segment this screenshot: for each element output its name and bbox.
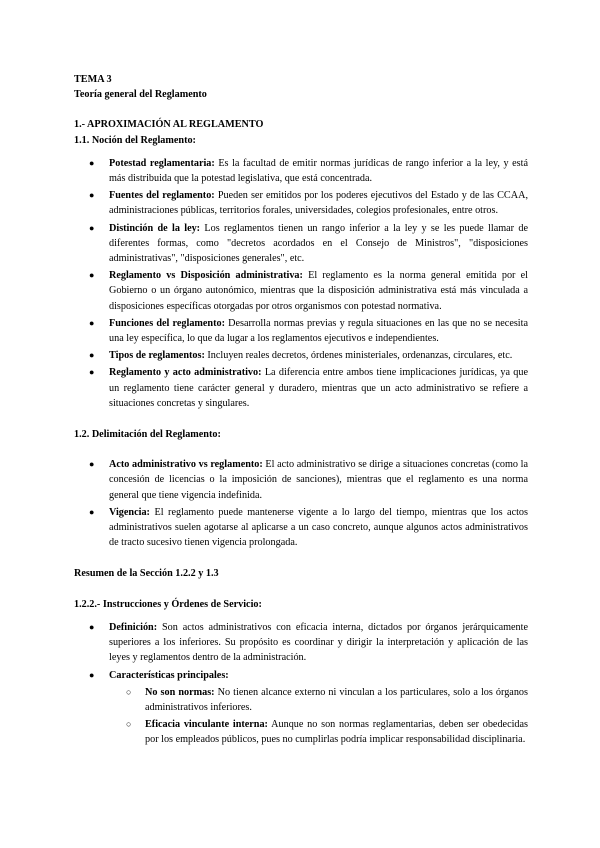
list-item: [74, 221, 528, 267]
notion-list: [74, 156, 528, 411]
item-text: Pueden ser emitidos por los poderes ejecutivos del Estado y de las CCAA, administraciones públicas, territorios forales, universidades, colegios profesionales, entre otros.: [109, 190, 528, 217]
item-text: Desarrolla normas previas y regula situaciones en las que no se necesita una ley específica, lo que da lugar a los reglamentos ejecutivos e independientes.: [109, 317, 528, 345]
bullet-icon: ●: [89, 270, 95, 281]
bullet-icon: ●: [89, 367, 95, 378]
sublist-item: [109, 685, 528, 715]
features-sublist: [109, 685, 528, 748]
list-item: [74, 268, 528, 314]
item-term: Definición:: [109, 621, 158, 633]
item-text: Aunque no son normas reglamentarias, deben ser obedecidas por los empleados públicos, pues no cumplirlas podría implicar responsabilidad disciplinaria.: [145, 719, 528, 746]
subsection-heading-1-2-2: 1.2.2.- Instrucciones y Órdenes de Servicio:: [74, 598, 262, 610]
instructions-list: [74, 620, 528, 748]
item-text: Incluyen reales decretos, órdenes ministeriales, ordenanzas, circulares, etc.: [204, 350, 513, 362]
item-text: Es la facultad de emitir normas jurídicas de rango inferior a la ley, y está más distribuida que la potestad legislativa, que está concentrada.: [109, 157, 528, 185]
bullet-icon: ●: [89, 459, 95, 470]
list-item: [74, 457, 528, 503]
subsection-heading-1-1: 1.1. Noción del Reglamento:: [74, 134, 196, 146]
circle-bullet-icon: ○: [126, 719, 132, 730]
bullet-icon: ●: [89, 669, 95, 680]
list-item: [74, 620, 528, 666]
document-title: Teoría general del Reglamento: [74, 89, 207, 101]
features-label: Características principales:: [109, 669, 229, 681]
item-text: El reglamento es la norma general emitida por el Gobierno o un órgano autonómico, mientras que la disposición administrativa está más vinculada a disposiciones específicas otorgadas por otros organismos con potestad normativa.: [109, 270, 529, 312]
item-text: La diferencia entre ambos tiene implicaciones jurídicas, ya que un reglamento tiene carácter general y duradero, mientras que un acto administrativo se refiere a situaciones concretas y singulares.: [109, 367, 528, 409]
item-term: Eficacia vinculante interna:: [145, 719, 268, 731]
circle-bullet-icon: ○: [126, 686, 132, 697]
list-item: [74, 316, 528, 346]
item-term: Acto administrativo vs reglamento:: [109, 459, 263, 471]
list-item: [74, 365, 528, 411]
list-item: [74, 348, 528, 363]
item-text: No tienen alcance externo ni vinculan a los particulares, solo a los órganos administrativos inferiores.: [145, 686, 528, 713]
delimitation-list: [74, 457, 528, 550]
bullet-icon: ●: [89, 157, 95, 168]
item-text: Los reglamentos tienen un rango inferior a la ley y se les puede llamar de diferentes formas, como "decretos acordados en el Consejo de Ministros", "disposiciones administrativas", "disposiciones generales", etc.: [109, 222, 528, 265]
item-term: Tipos de reglamentos:: [109, 350, 205, 362]
list-item: [74, 188, 528, 218]
bullet-icon: ●: [89, 350, 95, 361]
section-heading: 1.- APROXIMACIÓN AL REGLAMENTO: [74, 119, 264, 131]
item-term: Distinción de la ley:: [109, 222, 201, 234]
tema-label: TEMA 3: [74, 74, 112, 85]
item-term: Reglamento y acto administrativo:: [109, 367, 262, 379]
list-item: [74, 668, 528, 748]
document-content: [74, 72, 528, 750]
sublist-item: [109, 717, 528, 747]
subsection-heading-1-2: 1.2. Delimitación del Reglamento:: [74, 429, 221, 441]
item-term: Vigencia:: [109, 506, 150, 518]
item-term: Funciones del reglamento:: [109, 317, 225, 329]
item-text: El reglamento puede mantenerse vigente a lo largo del tiempo, mientras que los actos administrativos suelen agotarse al aplicarse a un caso concreto, aunque algunos actos administrativos de tracto sucesivo tienen vigencia prolongada.: [109, 506, 528, 549]
item-text: El acto administrativo se dirige a situaciones concretas (como la concesión de licencias o la imposición de sanciones), mientras que el reglamento es una norma general que tiene vigencia indefinida.: [109, 459, 529, 501]
bullet-icon: ●: [89, 222, 95, 233]
list-item: [74, 505, 528, 551]
item-term: Fuentes del reglamento:: [109, 190, 215, 202]
list-item: [74, 156, 528, 186]
item-term: Potestad reglamentaria:: [109, 157, 215, 169]
item-text: Son actos administrativos con eficacia interna, dictados por órganos jerárquicamente superiores a los inferiores. Su propósito es coordinar y dirigir la interpretación y aplicación de las leyes y reglamentos dentro de la administración.: [109, 621, 528, 664]
bullet-icon: ●: [89, 621, 95, 632]
bullet-icon: ●: [89, 190, 95, 201]
item-term: No son normas:: [145, 686, 215, 698]
item-term: Reglamento vs Disposición administrativa:: [109, 270, 303, 282]
bullet-icon: ●: [89, 317, 95, 328]
bullet-icon: ●: [89, 506, 95, 517]
summary-heading: Resumen de la Sección 1.2.2 y 1.3: [74, 568, 219, 580]
